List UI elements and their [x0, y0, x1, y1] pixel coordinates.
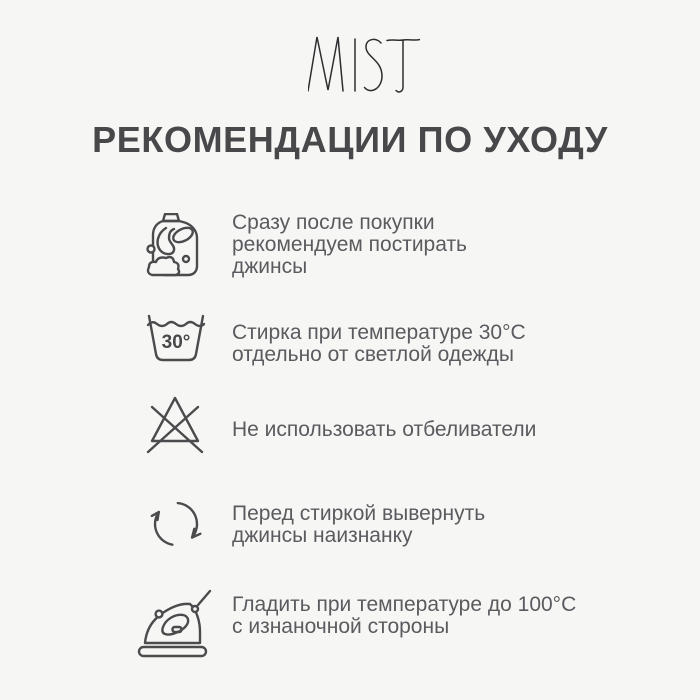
- care-item-line: джинсы наизнанку: [232, 524, 413, 547]
- care-item-text: [232, 212, 467, 278]
- detergent-bottle-icon: [146, 213, 204, 279]
- care-item-line: Стирка при температуре 30°C: [232, 321, 526, 344]
- no-bleach-icon: [145, 394, 205, 456]
- care-item-text: [232, 419, 536, 441]
- iron-low-temperature-icon: [136, 588, 214, 658]
- care-item-line: Сразу после покупки: [232, 211, 435, 234]
- care-item-line: рекомендуем постирать: [232, 233, 467, 256]
- care-item-text: [232, 503, 485, 547]
- care-item-line: с изнаночной стороны: [232, 615, 450, 638]
- wash-30-degrees-icon: [143, 314, 209, 364]
- page-title: РЕКОМЕНДАЦИИ ПО УХОДУ: [92, 119, 608, 160]
- care-item-line: Не использовать отбеливатели: [232, 418, 537, 441]
- wash-temperature-label: 30°: [161, 332, 191, 353]
- care-item-line: Гладить при температуре до 100°C: [232, 593, 577, 616]
- turn-inside-out-icon: [147, 495, 205, 551]
- care-item-line: отдельно от светлой одежды: [232, 343, 514, 366]
- care-item-line: Перед стиркой вывернуть: [232, 502, 486, 525]
- brand-logo-mist: [308, 36, 420, 94]
- care-item-text: [232, 322, 526, 366]
- care-item-line: джинсы: [232, 255, 308, 278]
- care-item-text: [232, 594, 576, 638]
